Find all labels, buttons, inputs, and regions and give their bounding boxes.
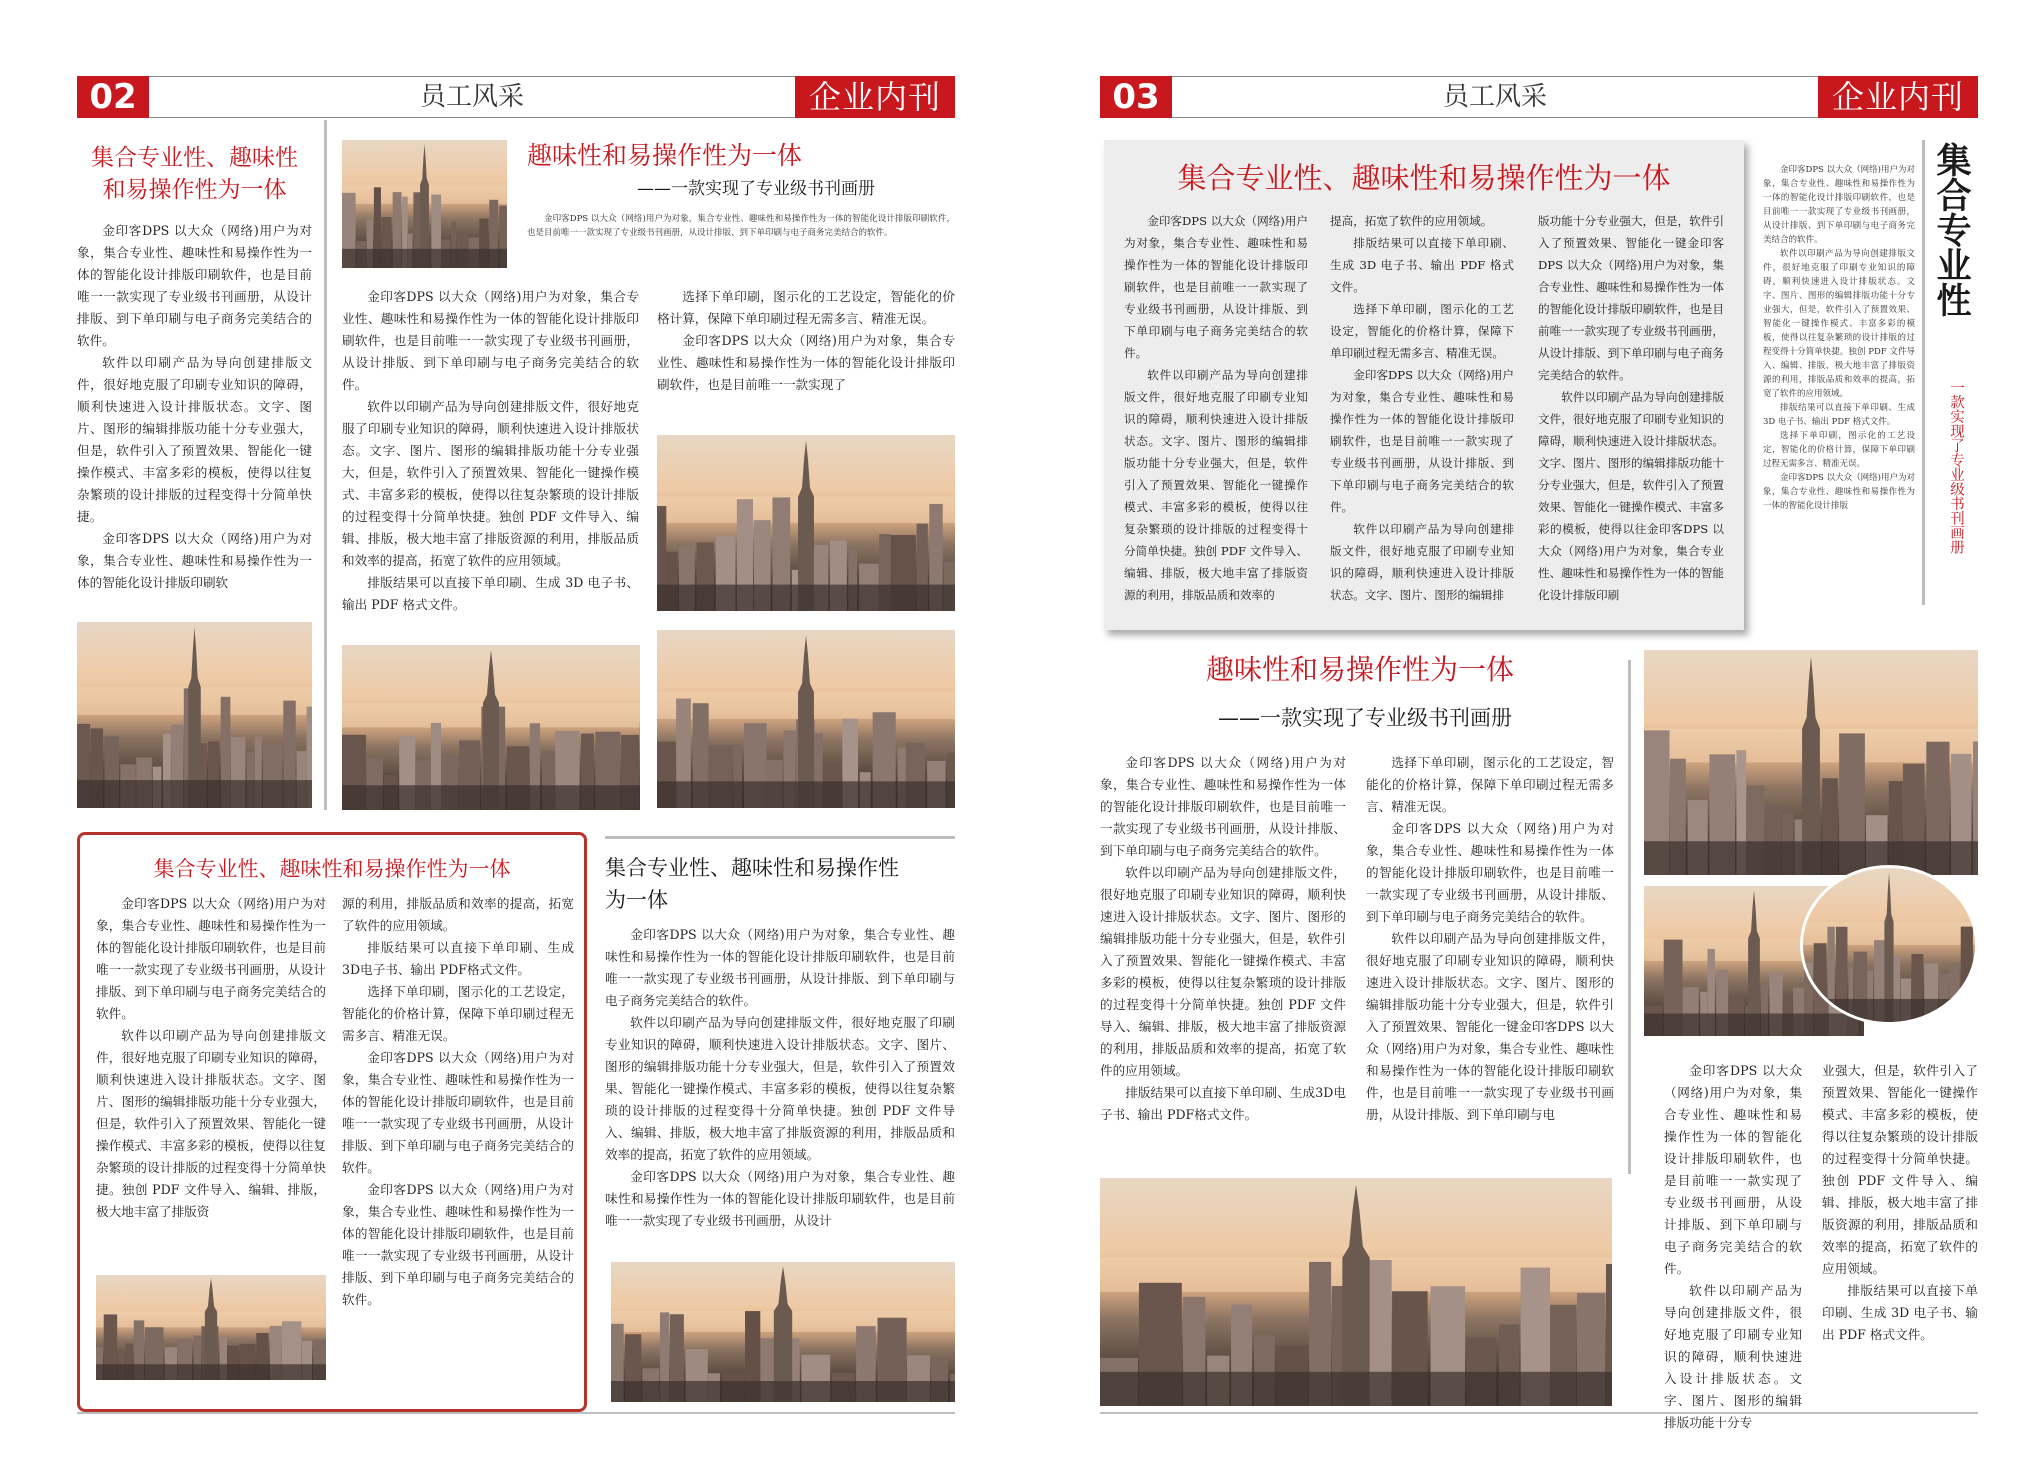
brand-label: 企业内刊	[1818, 76, 1978, 118]
feature-col-a: 金印客DPS 以大众（网络)用户为对象，集合专业性、趣味性和易操作性为一体的智能化设计排版印刷软件，也是目前唯一一款实现了专业级书刊画册，从设计排版、到下单印刷与电子商务完美结合的软件。 软件以印刷产品为导向创建排版文件，很好地克服了印刷专业知识的障碍，顺利快速进入设计排版状态。文字、图片、图形的编辑排版功能十分专业强大，但是，软件引入了预置效果、智能化一键操作模式、丰富多彩的模板，使得以往复杂繁琐的设计排版的过程变得十分简单快捷。独创 PDF 文件导入、编辑、排版，极大地丰富了排版资源的利用，排版品质和效率的提高，拓宽了软件的应用领域。 排版结果可以直接下单印刷、生成3D电子书、输出 PDF格式文件。	[1100, 755, 1346, 1122]
card-title: 集合专业性、趣味性和易操作性为一体	[1177, 161, 1671, 195]
lower-col-a: 金印客DPS 以大众（网络)用户为对象，集合专业性、趣味性和易操作性为一体的智能化设计排版印刷软件，也是目前唯一一款实现了专业级书刊画册，从设计排版、到下单印刷与电子商务完美结合的软件。 软件以印刷产品为导向创建排版文件，很好地克服了印刷专业知识的障碍，顺利快速进入设计排版状态。文字、图片、图形的编辑排版功能十分专	[1664, 1063, 1802, 1430]
city-photo	[1644, 650, 1978, 875]
skyline-graphic	[342, 140, 507, 268]
feature-title: 趣味性和易操作性为一体	[1205, 653, 1514, 686]
shaded-card	[1104, 140, 1744, 630]
card-col-2: 提高，拓宽了软件的应用领域。 排版结果可以直接下单印刷、生成 3D 电子书、输出 PDF 格式文件。 选择下单印刷，图示化的工艺设定，智能化的价格计算，保障下单印刷过程无需多言、精准无误。 金印客DPS 以大众（网络)用户为对象，集合专业性、趣味性和易操作性为一体的智能化设计排版印刷软件，也是目前唯一一款实现了专业级书刊画册，从设计排版、到下单印刷与电子商务完美结合的软件。 软件以印刷产品为导向创建排版文件，很好地克服了印刷专业知识的障碍，顺利快速进入设计排版状态。文字、图片、图形的编辑排	[1330, 214, 1514, 602]
feature-subtitle: ——一款实现了专业级书刊画册	[637, 179, 875, 199]
skyline-graphic	[1644, 650, 1978, 875]
feature-title: 趣味性和易操作性为一体	[527, 141, 803, 170]
brand-label: 企业内刊	[795, 76, 955, 118]
boxed-title: 集合专业性、趣味性和易操作性为一体	[153, 857, 511, 881]
card-col-1: 金印客DPS 以大众（网络)用户为对象，集合专业性、趣味性和易操作性为一体的智能化设计排版印刷软件，也是目前唯一一款实现了专业级书刊画册，从设计排版、到下单印刷与电子商务完美结合的软件。 软件以印刷产品为导向创建排版文件，很好地克服了印刷专业知识的障碍，顺利快速进入设计排版状态。文字、图片、图形的编辑排版功能十分专业强大，但是，软件引入了预置效果、智能化一键操作模式、丰富多彩的模板，使得以往复杂繁琐的设计排版的过程变得十分简单快捷。独创 PDF 文件导入、编辑、排版，极大地丰富了排版资源的利用，排版品质和效率的	[1124, 214, 1308, 602]
city-photo	[657, 435, 955, 611]
section-title: 员工风采	[419, 82, 524, 112]
city-photo	[657, 630, 955, 808]
bottom-right-body: 金印客DPS 以大众（网络)用户为对象，集合专业性、趣味性和易操作性为一体的智能化设计排版印刷软件，也是目前唯一一款实现了专业级书刊画册，从设计排版、到下单印刷与电子商务完美结合的软件。 软件以印刷产品为导向创建排版文件，很好地克服了印刷专业知识的障碍，顺利快速进入设计排版状态。文字、图片、图形的编辑排版功能十分专业强大，但是，软件引入了预置效果、智能化一键操作模式、丰富多彩的模板，使得以往复杂繁琐的设计排版的过程变得十分简单快捷。独创 PDF 文件导入、编辑、排版，极大地丰富了排版资源的利用，排版品质和效率的提高，拓宽了软件的应用领域。 金印客DPS 以大众（网络)用户为对象，集合专业性、趣味性和易操作性为一体的智能化设计排版印刷软件，也是目前唯一一款实现了专业级书刊画册，从设计	[605, 927, 955, 1228]
skyline-graphic	[77, 622, 312, 808]
feature-col-b: 选择下单印刷，图示化的工艺设定，智能化的价格计算，保障下单印刷过程无需多言、精准无误。 金印客DPS 以大众（网络)用户为对象，集合专业性、趣味性和易操作性为一体的智能化设计排版印刷软件，也是目前唯一一款实现了	[657, 289, 955, 392]
boxed-article	[77, 832, 587, 1412]
city-photo-round	[1800, 865, 1978, 1025]
skyline-graphic	[1100, 1178, 1612, 1406]
section-title: 员工风采	[1442, 82, 1547, 112]
lower-col-b: 业强大，但是，软件引入了预置效果、智能化一键操作模式、丰富多彩的模板，使得以往复杂繁琐的设计排版的过程变得十分简单快捷。独创 PDF 文件导入、编辑、排版，极大地丰富了排版资源的利用，排版品质和效率的提高，拓宽了软件的应用领域。 排版结果可以直接下单印刷、生成 3D 电子书、输出 PDF 格式文件。	[1822, 1063, 1978, 1342]
city-photo	[77, 622, 312, 808]
page-header	[77, 76, 955, 118]
boxed-col-b: 源的利用，排版品质和效率的提高，拓宽了软件的应用领域。 排版结果可以直接下单印刷、生成3D电子书、输出 PDF格式文件。 选择下单印刷，图示化的工艺设定，智能化的价格计算，保障下单印刷过程无需多言、精准无误。 金印客DPS 以大众（网络)用户为对象，集合专业性、趣味性和易操作性为一体的智能化设计排版印刷软件，也是目前唯一一款实现了专业级书刊画册，从设计排版、到下单印刷与电子商务完美结合的软件。 金印客DPS 以大众（网络)用户为对象，集合专业性、趣味性和易操作性为一体的智能化设计排版印刷软件，也是目前唯一一款实现了专业级书刊画册，从设计排版、到下单印刷与电子商务完美结合的软件。	[342, 896, 574, 1307]
bottom-right-title: 集合专业性、趣味性和易操作性 为一体	[605, 856, 899, 912]
card-col-3: 版功能十分专业强大，但是，软件引入了预置效果、智能化一键金印客DPS 以大众（网络)用户为对象，集合专业性、趣味性和易操作性为一体的智能化设计排版印刷软件，也是目前唯一一款实现了专业级书刊画册，从设计排版、到下单印刷与电子商务完美结合的软件。 软件以印刷产品为导向创建排版文件，很好地克服了印刷专业知识的障碍，顺利快速进入设计排版状态。文字、图片、图形的编辑排版功能十分专业强大，但是，软件引入了预置效果、智能化一键操作模式、丰富多彩的模板，使得以往金印客DPS 以大众（网络)用户为对象，集合专业性、趣味性和易操作性为一体的智能化设计排版印刷	[1538, 214, 1724, 602]
feature-intro: 金印客DPS 以大众（网络)用户为对象，集合专业性、趣味性和易操作性为一体的智能化设计排版印刷软件，也是目前唯一一款实现了专业级书刊画册，从设计排版、到下单印刷与电子商务完美结合的软件。	[527, 214, 955, 238]
feature-col-b: 选择下单印刷，图示化的工艺设定，智能化的价格计算，保障下单印刷过程无需多言、精准无误。 金印客DPS 以大众（网络)用户为对象，集合专业性、趣味性和易操作性为一体的智能化设计排版印刷软件，也是目前唯一一款实现了专业级书刊画册，从设计排版、到下单印刷与电子商务完美结合的软件。 软件以印刷产品为导向创建排版文件，很好地克服了印刷专业知识的障碍，顺利快速进入设计排版状态。文字、图片、图形的编辑排版功能十分专业强大，但是，软件引入了预置效果、智能化一键金印客DPS 以大众（网络)用户为对象，集合专业性、趣味性和易操作性为一体的智能化设计排版印刷软件，也是目前唯一一款实现了专业级书刊画册，从设计排版、到下单印刷与电	[1366, 755, 1614, 1122]
skyline-graphic	[342, 645, 640, 810]
skyline-graphic	[96, 1275, 326, 1380]
feature-subtitle: ——一款实现了专业级书刊画册	[1218, 706, 1512, 730]
skyline-graphic	[657, 630, 955, 808]
col1-article	[77, 142, 312, 594]
feature-col-a: 金印客DPS 以大众（网络)用户为对象，集合专业性、趣味性和易操作性为一体的智能化设计排版印刷软件，也是目前唯一一款实现了专业级书刊画册，从设计排版、到下单印刷与电子商务完美结合的软件。 软件以印刷产品为导向创建排版文件，很好地克服了印刷专业知识的障碍，顺利快速进入设计排版状态。文字、图片、图形的编辑排版功能十分专业强大，但是，软件引入了预置效果、智能化一键操作模式、丰富多彩的模板，使得以往复杂繁琐的设计排版的过程变得十分简单快捷。独创 PDF 文件导入、编辑、排版，极大地丰富了排版资源的利用，排版品质和效率的提高，拓宽了软件的应用领域。 排版结果可以直接下单印刷、生成 3D 电子书、输出 PDF 格式文件。	[342, 289, 639, 612]
col1-title: 集合专业性、趣味性 和易操作性为一体	[91, 145, 298, 203]
page-03	[1100, 0, 2020, 1473]
city-photo	[611, 1262, 955, 1402]
vertical-subhead: 一款实现了专业级书刊画册	[1948, 380, 1964, 554]
boxed-col-a: 金印客DPS 以大众（网络)用户为对象，集合专业性、趣味性和易操作性为一体的智能化设计排版印刷软件，也是目前唯一一款实现了专业级书刊画册，从设计排版、到下单印刷与电子商务完美结合的软件。 软件以印刷产品为导向创建排版文件，很好地克服了印刷专业知识的障碍，顺利快速进入设计排版状态。文字、图片、图形的编辑排版功能十分专业强大，但是，软件引入了预置效果、智能化一键操作模式、丰富多彩的模板，使得以往复杂繁琐的设计排版的过程变得十分简单快捷。独创 PDF 文件导入、编辑、排版，极大地丰富了排版资	[96, 896, 326, 1219]
city-photo	[96, 1275, 326, 1380]
page-02	[77, 0, 997, 1473]
skyline-graphic	[657, 435, 955, 611]
skyline-graphic	[611, 1262, 955, 1402]
city-photo	[342, 645, 640, 810]
city-photo	[342, 140, 507, 268]
page-header	[1100, 76, 1978, 118]
page-number: 03	[1100, 76, 1172, 118]
col1-body: 金印客DPS 以大众（网络)用户为对象，集合专业性、趣味性和易操作性为一体的智能化设计排版印刷软件，也是目前唯一一款实现了专业级书刊画册，从设计排版、到下单印刷与电子商务完美结合的软件。 软件以印刷产品为导向创建排版文件，很好地克服了印刷专业知识的障碍，顺利快速进入设计排版状态。文字、图片、图形的编辑排版功能十分专业强大，但是，软件引入了预置效果、智能化一键操作模式、丰富多彩的模板，使得以往复杂繁琐的设计排版的过程变得十分简单快捷。 金印客DPS 以大众（网络)用户为对象，集合专业性、趣味性和易操作性为一体的智能化设计排版印刷软	[77, 223, 312, 590]
sidebar-text: 金印客DPS 以大众（网络)用户为对象，集合专业性、趣味性和易操作性为一体的智能化设计排版印刷软件，也是目前唯一一款实现了专业级书刊画册，从设计排版、到下单印刷与电子商务完美结合的软件。 软件以印刷产品为导向创建排版文件，很好地克服了印刷专业知识的障碍，顺利快速进入设计排版状态。文字、图片、图形的编辑排版功能十分专业强大，但是，软件引入了预置效果、智能化一键操作模式、丰富多彩的模板，使得以往复杂繁琐的设计排版的过程变得十分简单快捷。独创 PDF 文件导入、编辑、排版，极大地丰富了排版资源的利用，排版品质和效率的提高，拓宽了软件的应用领域。 排版结果可以直接下单印刷、生成 3D 电子书、输出 PDF 格式文件。 选择下单印刷，图示化的工艺设定，智能化的价格计算，保障下单印刷过程无需多言、精准无误。 金印客DPS 以大众（网络)用户为对象，集合专业性、趣味性和易操作性为一体的智能化设计排版	[1763, 165, 1915, 511]
vertical-headline: 集合专业性	[1931, 142, 1971, 317]
skyline-graphic	[1803, 868, 1975, 1022]
page-number: 02	[77, 76, 149, 118]
bottom-right-article	[605, 852, 955, 1232]
city-photo-large	[1100, 1178, 1612, 1406]
